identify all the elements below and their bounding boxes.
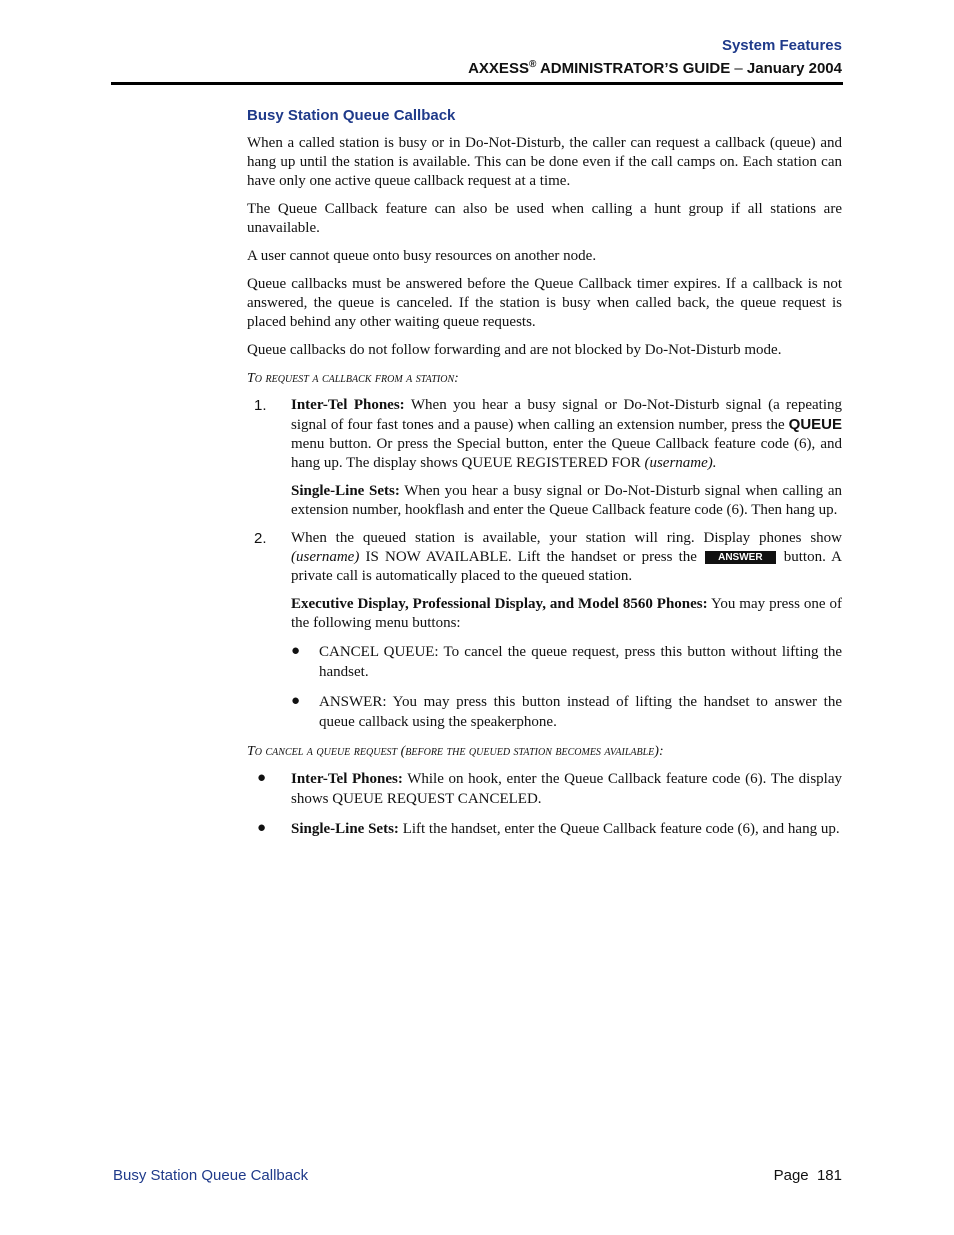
header-rule [111, 82, 843, 85]
list-item [291, 692, 842, 732]
header-guide-title [468, 59, 842, 77]
bullet-icon: ● [291, 643, 301, 659]
step-1-paragraph-1 [291, 396, 842, 473]
intro-paragraph-2: The Queue Callback feature can also be used when calling a hunt group if all stations are unavailable. [247, 201, 842, 236]
step-2-paragraph-1 [291, 529, 842, 586]
step-2-text-c: button. A private call is automatically placed to the queued station. [291, 549, 842, 584]
list-item [291, 642, 842, 682]
step-number: 2. [254, 530, 267, 547]
answer-button-graphic: ANSWER [705, 551, 775, 564]
registered-mark: ® [528, 59, 537, 70]
bullet-text [291, 819, 842, 839]
main-content [247, 106, 842, 849]
request-procedure-heading: To request a callback from a station: [247, 371, 459, 386]
bullet-bold-label: Single-Line Sets: [291, 821, 399, 837]
step-2-text-d: You may press one of the following menu buttons: [291, 596, 842, 631]
list-item [247, 769, 842, 809]
step-1-bold-label: Inter-Tel Phones: [291, 397, 405, 413]
queue-key-label: QUEUE [788, 416, 842, 433]
footer-section-title: Busy Station Queue Callback [113, 1167, 309, 1184]
guide-title: ADMINISTRATOR’S GUIDE [536, 60, 731, 77]
intro-paragraph-4: Queue callbacks must be answered before the Queue Callback timer expires. If a callback is not answered, the queue is canceled. If the station is busy when called back, the queue request is placed behind any other waiting queue requests. [247, 276, 842, 330]
step-2-bold-label: Executive Display, Professional Display, and Model 8560 Phones: [291, 596, 708, 612]
step-1-text-c: When you hear a busy signal or Do-Not-Disturb signal when calling an extension number, hookflash and enter the Queue Callback feature code (6). Then hang up. [291, 483, 842, 518]
bullet-text: CANCEL QUEUE: To cancel the queue request, press this button without lifting the handset. [319, 644, 842, 680]
page-number: Page 181 [773, 1167, 842, 1184]
header-section-title: System Features [721, 37, 842, 54]
step-2 [247, 529, 842, 732]
step-1-paragraph-2 [291, 482, 842, 520]
step-2-text-a: When the queued station is available, your station will ring. Display phones show [291, 530, 842, 546]
intro-paragraph-1: When a called station is busy or in Do-Not-Disturb, the caller can request a callback (queue) and hang up until the station is available. This can be done even if the call camps on. Each station can have only one active queue callback request at a time. [247, 135, 842, 189]
step-2-paragraph-2 [291, 595, 842, 633]
bullet-body: Lift the handset, enter the Queue Callback feature code (6), and hang up. [398, 821, 840, 837]
step-2-username: (username) [291, 549, 360, 565]
step-1-text-a: When you hear a busy signal or Do-Not-Disturb signal (a repeating signal of four fast tones and a pause) when calling an extension number, press the [291, 397, 842, 433]
bullet-text: ANSWER: You may press this button instead of lifting the handset to answer the queue callback using the speakerphone. [319, 694, 842, 730]
list-item [247, 819, 842, 839]
intro-paragraph-5: Queue callbacks do not follow forwarding and are not blocked by Do-Not-Disturb mode. [247, 342, 782, 358]
bullet-icon: ● [257, 770, 267, 786]
guide-separator: – [730, 60, 747, 77]
bullet-icon: ● [291, 693, 301, 709]
bullet-body: While on hook, enter the Queue Callback feature code (6). The display shows QUEUE REQUEST CANCELED. [291, 771, 842, 807]
bullet-bold-label: Inter-Tel Phones: [291, 771, 403, 787]
cancel-procedure-heading: To cancel a queue request (before the queued station becomes available): [247, 744, 664, 759]
guide-date: January 2004 [746, 60, 842, 77]
bullet-icon: ● [257, 820, 267, 836]
step-1-username: (username). [644, 455, 717, 471]
bullet-text [291, 769, 842, 809]
intro-paragraph-3: A user cannot queue onto busy resources on another node. [247, 248, 597, 264]
step-1-text-b: menu button. Or press the Special button, enter the Queue Callback feature code (6), and hang up. The display shows QUEUE REGISTERED FOR [291, 436, 842, 471]
guide-prefix: AXXESS [468, 60, 529, 77]
section-heading: Busy Station Queue Callback [247, 107, 456, 124]
step-1-bold-label-2: Single-Line Sets: [291, 483, 400, 499]
step-2-text-b: IS NOW AVAILABLE. Lift the handset or press the [359, 549, 704, 565]
step-number: 1. [254, 397, 267, 414]
step-1 [247, 396, 842, 520]
